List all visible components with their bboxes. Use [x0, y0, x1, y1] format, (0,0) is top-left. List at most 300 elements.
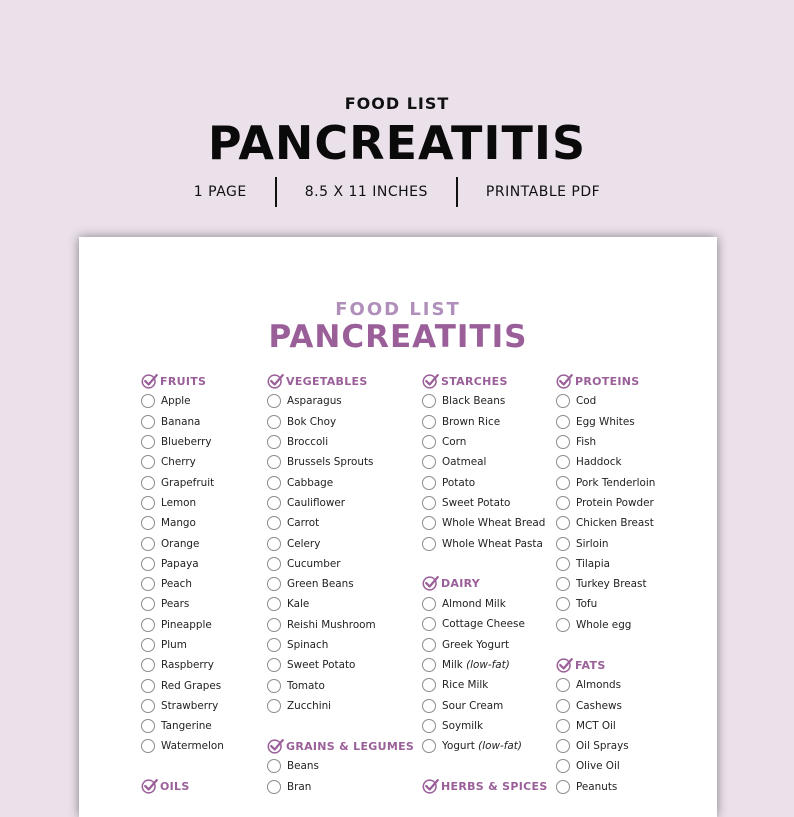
food-item-label: [576, 477, 655, 489]
checkbox-circle-icon[interactable]: [422, 597, 436, 611]
food-item-almond-milk[interactable]: [422, 594, 548, 614]
food-item-name: Cauliflower: [287, 496, 346, 509]
checkbox-circle-icon[interactable]: [267, 577, 281, 591]
food-item-label: [287, 395, 342, 407]
meta-format: PRINTABLE PDF: [485, 184, 601, 200]
checkbox-circle-icon[interactable]: [422, 394, 436, 408]
food-item-name: Sweet Potato: [442, 496, 511, 509]
checkbox-circle-icon[interactable]: [556, 557, 570, 571]
food-item-label: [287, 619, 376, 631]
checkbox-circle-icon[interactable]: [422, 455, 436, 469]
food-item-name: Celery: [287, 537, 321, 550]
food-item-name: Peach: [161, 578, 192, 591]
checkbox-circle-icon[interactable]: [556, 537, 570, 551]
food-item-label: [161, 619, 212, 631]
food-item-bok-choy[interactable]: [267, 412, 414, 432]
food-item-greek-yogurt[interactable]: [422, 635, 548, 655]
food-item-apple[interactable]: [141, 391, 224, 411]
checkbox-circle-icon[interactable]: [422, 739, 436, 753]
food-item-label: [442, 395, 505, 407]
food-item-pears[interactable]: [141, 594, 224, 614]
checkbox-circle-icon[interactable]: [267, 759, 281, 773]
checkbox-circle-icon[interactable]: [422, 638, 436, 652]
checkbox-circle-icon[interactable]: [422, 699, 436, 713]
food-item-name: Lemon: [161, 496, 197, 509]
meta-size: 8.5 X 11 INCHES: [304, 184, 428, 200]
column-3: [422, 371, 548, 797]
food-item-papaya[interactable]: [141, 554, 224, 574]
food-item-name: Oatmeal: [442, 456, 487, 469]
sheet-title: PANCREATITIS: [268, 319, 528, 355]
food-item-label: [442, 740, 522, 752]
meta-pages: 1 PAGE: [193, 184, 247, 200]
food-item-label: [442, 416, 500, 428]
food-item-label: [161, 740, 224, 752]
food-item-label: [442, 538, 543, 550]
category-label: STARCHES: [441, 374, 508, 388]
column-4: [556, 371, 655, 797]
food-item-name: Almond Milk: [442, 598, 506, 611]
food-item-name: Brussels Sprouts: [287, 456, 374, 469]
food-item-peach[interactable]: [141, 574, 224, 594]
food-item-yogurt[interactable]: [422, 736, 548, 756]
food-item-tilapia[interactable]: [556, 554, 655, 574]
food-item-name: Brown Rice: [442, 415, 501, 428]
checkbox-circle-icon[interactable]: [556, 496, 570, 510]
food-item-name: Cod: [576, 395, 597, 408]
food-item-label: [287, 659, 355, 671]
food-item-name: Egg Whites: [576, 415, 635, 428]
checkbox-circle-icon[interactable]: [267, 537, 281, 551]
food-item-name: Pears: [161, 598, 190, 611]
food-item-label: [576, 700, 622, 712]
food-item-label: [287, 700, 331, 712]
food-item-label: [287, 477, 333, 489]
food-item-cauliflower[interactable]: [267, 493, 414, 513]
food-item-broccoli[interactable]: [267, 432, 414, 452]
checkbox-circle-icon[interactable]: [141, 496, 155, 510]
food-item-cucumber[interactable]: [267, 554, 414, 574]
checkbox-circle-icon[interactable]: [556, 455, 570, 469]
food-item-brown-rice[interactable]: [422, 412, 548, 432]
food-item-label: [576, 619, 631, 631]
food-item-label: [576, 456, 621, 468]
checkbox-circle-icon[interactable]: [556, 678, 570, 692]
food-item-mango[interactable]: [141, 513, 224, 533]
category-label: DAIRY: [441, 577, 481, 591]
checkbox-circle-icon[interactable]: [422, 617, 436, 631]
food-item-name: Strawberry: [161, 699, 219, 712]
category-label: OILS: [160, 780, 190, 794]
checkbox-circle-icon[interactable]: [267, 455, 281, 469]
food-item-name: Tofu: [576, 598, 598, 611]
food-item-sweet-potato[interactable]: [422, 493, 548, 513]
food-item-name: Watermelon: [161, 740, 224, 753]
checkbox-circle-icon[interactable]: [267, 699, 281, 713]
food-item-name: Almonds: [576, 679, 622, 692]
food-item-sour-cream[interactable]: [422, 695, 548, 715]
section-gap: [422, 554, 548, 574]
food-item-reishi-mushroom[interactable]: [267, 615, 414, 635]
food-item-zucchini[interactable]: [267, 696, 414, 716]
food-item-name: Yogurt: [442, 740, 475, 753]
food-item-name: Soymilk: [442, 719, 484, 732]
checked-circle-icon: [422, 575, 439, 592]
checkbox-circle-icon[interactable]: [267, 476, 281, 490]
food-item-beans[interactable]: [267, 756, 414, 776]
food-item-sirloin[interactable]: [556, 533, 655, 553]
food-item-name: Protein Powder: [576, 496, 654, 509]
checkbox-circle-icon[interactable]: [141, 699, 155, 713]
checkbox-circle-icon[interactable]: [141, 618, 155, 632]
checkbox-circle-icon[interactable]: [267, 435, 281, 449]
food-item-label: [442, 598, 506, 610]
food-item-note: (low-fat): [478, 740, 522, 753]
food-item-red-grapes[interactable]: [141, 675, 224, 695]
food-item-label: [161, 436, 212, 448]
food-item-name: Olive Oil: [576, 760, 620, 773]
food-item-name: Cashews: [576, 699, 622, 712]
food-item-label: [576, 720, 616, 732]
food-item-label: [161, 517, 196, 529]
checkbox-circle-icon[interactable]: [267, 618, 281, 632]
food-item-olive-oil[interactable]: [556, 756, 655, 776]
food-item-name: Cottage Cheese: [442, 618, 525, 631]
food-item-name: Cabbage: [287, 476, 334, 489]
food-item-name: Chicken Breast: [576, 517, 654, 530]
food-item-name: Turkey Breast: [576, 578, 647, 591]
food-item-carrot[interactable]: [267, 513, 414, 533]
food-item-oatmeal[interactable]: [422, 452, 548, 472]
food-item-almonds[interactable]: [556, 675, 655, 695]
food-item-label: [442, 456, 486, 468]
checkbox-circle-icon[interactable]: [422, 435, 436, 449]
checkbox-circle-icon[interactable]: [267, 557, 281, 571]
checkbox-circle-icon[interactable]: [556, 780, 570, 794]
checkbox-circle-icon[interactable]: [556, 516, 570, 530]
food-item-label: [576, 436, 596, 448]
checkbox-circle-icon[interactable]: [267, 638, 281, 652]
food-item-name: Pork Tenderloin: [576, 476, 656, 489]
food-item-label: [287, 639, 328, 651]
checkbox-circle-icon[interactable]: [422, 516, 436, 530]
food-item-name: Haddock: [576, 456, 622, 469]
food-item-protein-powder[interactable]: [556, 493, 655, 513]
food-item-name: Greek Yogurt: [442, 638, 510, 651]
food-item-label: [161, 497, 196, 509]
food-item-label: [287, 517, 319, 529]
food-item-milk[interactable]: [422, 655, 548, 675]
food-item-name: Grapefruit: [161, 476, 215, 489]
food-item-strawberry[interactable]: [141, 696, 224, 716]
food-item-label: [161, 558, 199, 570]
food-item-soymilk[interactable]: [422, 716, 548, 736]
checkbox-circle-icon[interactable]: [556, 435, 570, 449]
food-item-label: [576, 760, 620, 772]
food-item-label: [576, 395, 596, 407]
food-item-celery[interactable]: [267, 533, 414, 553]
food-item-label: [161, 700, 218, 712]
food-item-haddock[interactable]: [556, 452, 655, 472]
checkbox-circle-icon[interactable]: [422, 719, 436, 733]
sheet-subtitle: FOOD LIST: [335, 299, 461, 320]
food-item-corn[interactable]: [422, 432, 548, 452]
food-item-label: [442, 497, 510, 509]
food-item-label: [576, 517, 654, 529]
checkbox-circle-icon[interactable]: [141, 679, 155, 693]
checkbox-circle-icon[interactable]: [556, 476, 570, 490]
food-item-orange[interactable]: [141, 533, 224, 553]
checked-circle-icon: [556, 373, 573, 390]
checkbox-circle-icon[interactable]: [267, 394, 281, 408]
checkbox-circle-icon[interactable]: [556, 415, 570, 429]
checkbox-circle-icon[interactable]: [141, 455, 155, 469]
food-item-label: [576, 679, 621, 691]
food-item-label: [287, 497, 345, 509]
checkbox-circle-icon[interactable]: [141, 597, 155, 611]
food-item-label: [287, 456, 373, 468]
category-grains-and-legumes: [267, 736, 414, 756]
category-proteins: [556, 371, 655, 391]
checkbox-circle-icon[interactable]: [556, 739, 570, 753]
checkbox-circle-icon[interactable]: [422, 678, 436, 692]
checkbox-circle-icon[interactable]: [141, 739, 155, 753]
food-item-potato[interactable]: [422, 472, 548, 492]
checked-circle-icon: [267, 738, 284, 755]
food-item-turkey-breast[interactable]: [556, 574, 655, 594]
food-item-label: [576, 598, 597, 610]
food-item-name: Sweet Potato: [287, 659, 356, 672]
checkbox-circle-icon[interactable]: [422, 496, 436, 510]
food-item-grapefruit[interactable]: [141, 472, 224, 492]
food-item-label: [576, 558, 610, 570]
food-item-label: [287, 558, 341, 570]
category-label: PROTEINS: [575, 374, 640, 388]
food-item-whole-egg[interactable]: [556, 615, 655, 635]
food-item-name: Oil Sprays: [576, 740, 629, 753]
food-item-name: Rice Milk: [442, 679, 489, 692]
category-label: GRAINS & LEGUMES: [286, 739, 415, 753]
food-item-watermelon[interactable]: [141, 736, 224, 756]
food-item-label: [287, 436, 328, 448]
food-item-label: [442, 659, 510, 671]
food-item-rice-milk[interactable]: [422, 675, 548, 695]
checkbox-circle-icon[interactable]: [141, 516, 155, 530]
checkbox-circle-icon[interactable]: [556, 719, 570, 733]
checkbox-circle-icon[interactable]: [141, 658, 155, 672]
category-vegetables: [267, 371, 414, 391]
checked-circle-icon: [422, 373, 439, 390]
food-item-name: Reishi Mushroom: [287, 618, 376, 631]
food-item-name: Broccoli: [287, 436, 329, 449]
checkbox-circle-icon[interactable]: [556, 759, 570, 773]
food-item-label: [161, 395, 191, 407]
food-item-mct-oil[interactable]: [556, 716, 655, 736]
food-item-label: [442, 477, 475, 489]
category-label: HERBS & SPICES: [441, 779, 548, 793]
section-gap: [141, 757, 224, 777]
checkbox-circle-icon[interactable]: [267, 780, 281, 794]
category-starches: [422, 371, 548, 391]
food-item-name: Potato: [442, 476, 476, 489]
food-item-fish[interactable]: [556, 432, 655, 452]
checkbox-circle-icon[interactable]: [141, 719, 155, 733]
checkbox-circle-icon[interactable]: [422, 537, 436, 551]
food-item-name: Cherry: [161, 456, 196, 469]
checkbox-circle-icon[interactable]: [267, 415, 281, 429]
section-gap: [267, 716, 414, 736]
checkbox-circle-icon[interactable]: [141, 394, 155, 408]
checked-circle-icon: [141, 778, 158, 795]
checkbox-circle-icon[interactable]: [141, 537, 155, 551]
checkbox-circle-icon[interactable]: [267, 496, 281, 510]
category-label: FATS: [575, 658, 606, 672]
food-item-whole-wheat-bread[interactable]: [422, 513, 548, 533]
food-item-tangerine[interactable]: [141, 716, 224, 736]
checked-circle-icon: [556, 657, 573, 674]
food-item-name: Sour Cream: [442, 699, 504, 712]
food-item-name: Cucumber: [287, 557, 341, 570]
food-item-pork-tenderloin[interactable]: [556, 472, 655, 492]
food-item-egg-whites[interactable]: [556, 412, 655, 432]
product-meta: [0, 176, 794, 208]
category-label: VEGETABLES: [286, 374, 368, 388]
checkbox-circle-icon[interactable]: [141, 415, 155, 429]
food-item-name: Banana: [161, 415, 201, 428]
food-item-brussels-sprouts[interactable]: [267, 452, 414, 472]
food-item-name: Green Beans: [287, 578, 354, 591]
food-item-pineapple[interactable]: [141, 615, 224, 635]
food-item-blueberry[interactable]: [141, 432, 224, 452]
food-item-label: [287, 416, 336, 428]
food-item-name: Whole Wheat Bread: [442, 517, 546, 530]
food-item-tofu[interactable]: [556, 594, 655, 614]
food-item-oil-sprays[interactable]: [556, 736, 655, 756]
food-item-label: [442, 517, 545, 529]
food-item-name: Tangerine: [161, 720, 212, 733]
food-item-cashews[interactable]: [556, 695, 655, 715]
food-item-note: (low-fat): [466, 659, 510, 671]
food-item-name: Spinach: [287, 639, 329, 651]
checkbox-circle-icon[interactable]: [556, 577, 570, 591]
food-item-label: [576, 538, 608, 550]
food-item-name: Bok Choy: [287, 415, 337, 428]
food-item-name: Corn: [442, 436, 467, 449]
food-item-cherry[interactable]: [141, 452, 224, 472]
column-2: [267, 371, 414, 797]
food-item-sweet-potato[interactable]: [267, 655, 414, 675]
checkbox-circle-icon[interactable]: [422, 415, 436, 429]
food-item-name: Pineapple: [161, 618, 212, 631]
checkbox-circle-icon[interactable]: [556, 618, 570, 632]
food-item-label: [287, 680, 325, 692]
food-item-name: Carrot: [287, 517, 320, 530]
food-item-green-beans[interactable]: [267, 574, 414, 594]
checkbox-circle-icon[interactable]: [422, 658, 436, 672]
checkbox-circle-icon[interactable]: [267, 516, 281, 530]
checkbox-circle-icon[interactable]: [267, 679, 281, 693]
food-item-label: [287, 598, 309, 610]
food-item-label: [442, 436, 466, 448]
food-item-cottage-cheese[interactable]: [422, 614, 548, 634]
food-item-whole-wheat-pasta[interactable]: [422, 533, 548, 553]
checkbox-circle-icon[interactable]: [141, 476, 155, 490]
meta-divider: [275, 177, 277, 207]
food-item-kale[interactable]: [267, 594, 414, 614]
checked-circle-icon: [422, 778, 439, 795]
food-item-name: Whole egg: [576, 618, 632, 631]
category-dairy: [422, 574, 548, 594]
food-item-label: [442, 639, 509, 651]
section-gap: [422, 756, 548, 776]
checkbox-circle-icon[interactable]: [556, 597, 570, 611]
food-item-name: Raspberry: [161, 659, 214, 672]
food-item-banana[interactable]: [141, 412, 224, 432]
food-item-name: Papaya: [161, 557, 199, 570]
food-item-cabbage[interactable]: [267, 472, 414, 492]
checkbox-circle-icon[interactable]: [267, 597, 281, 611]
category-fruits: [141, 371, 224, 391]
checked-circle-icon: [267, 373, 284, 390]
food-item-lemon[interactable]: [141, 493, 224, 513]
meta-divider: [456, 177, 458, 207]
checkbox-circle-icon[interactable]: [556, 394, 570, 408]
food-item-label: [287, 760, 319, 772]
checkbox-circle-icon[interactable]: [141, 557, 155, 571]
food-item-label: [576, 740, 629, 752]
food-item-name: Sirloin: [576, 537, 609, 550]
food-item-label: [287, 578, 354, 590]
food-item-name: Milk: [442, 659, 463, 671]
food-item-name: Zucchini: [287, 699, 332, 712]
food-item-raspberry[interactable]: [141, 655, 224, 675]
food-item-name: Peanuts: [576, 780, 618, 793]
checkbox-circle-icon[interactable]: [422, 476, 436, 490]
checkbox-circle-icon[interactable]: [556, 699, 570, 713]
food-item-name: Apple: [161, 395, 191, 408]
food-item-label: [161, 639, 187, 651]
food-item-label: [442, 700, 503, 712]
checked-circle-icon: [141, 373, 158, 390]
food-item-label: [161, 456, 196, 468]
header-title: PANCREATITIS: [207, 116, 587, 170]
food-item-tomato[interactable]: [267, 675, 414, 695]
food-item-label: [161, 680, 221, 692]
food-item-label: [161, 578, 192, 590]
food-item-black-beans[interactable]: [422, 391, 548, 411]
checkbox-circle-icon[interactable]: [267, 658, 281, 672]
food-item-name: Mango: [161, 517, 196, 530]
food-item-name: Tomato: [287, 679, 325, 692]
food-item-cod[interactable]: [556, 391, 655, 411]
food-item-label: [576, 781, 617, 793]
food-item-label: [161, 659, 214, 671]
food-item-chicken-breast[interactable]: [556, 513, 655, 533]
food-item-name: Tilapia: [576, 557, 611, 570]
food-item-asparagus[interactable]: [267, 391, 414, 411]
checkbox-circle-icon[interactable]: [141, 577, 155, 591]
category-fats: [556, 655, 655, 675]
checkbox-circle-icon[interactable]: [141, 638, 155, 652]
food-item-spinach[interactable]: [267, 635, 414, 655]
food-item-plum[interactable]: [141, 635, 224, 655]
food-item-label: [442, 679, 488, 691]
food-item-label: [576, 497, 654, 509]
food-item-name: Asparagus: [287, 395, 342, 408]
food-item-label: [161, 720, 212, 732]
food-item-name: MCT Oil: [576, 719, 616, 732]
checkbox-circle-icon[interactable]: [141, 435, 155, 449]
